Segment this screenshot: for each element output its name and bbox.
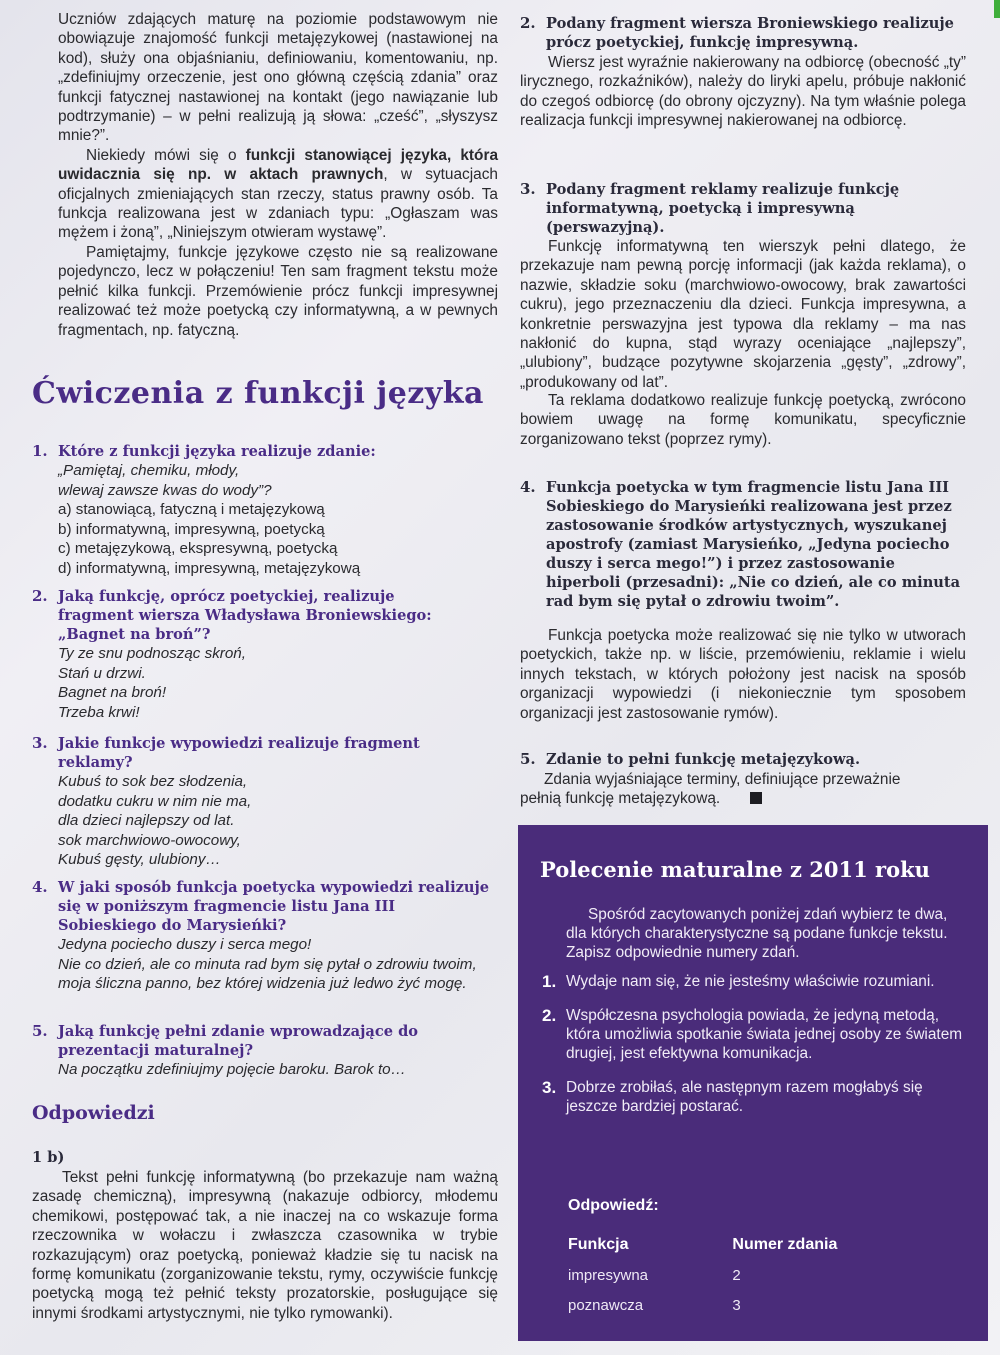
answers-title: Odpowiedzi [32, 1102, 155, 1124]
corner-accent [994, 0, 1000, 18]
table-row [568, 1260, 948, 1290]
question-number: 1. [32, 442, 48, 460]
answer-5-text [520, 770, 920, 809]
column-header-number: Numer zdania [732, 1236, 838, 1253]
quote-line: dla dzieci najlepszy od lat. [58, 812, 235, 830]
quote-line: Ty ze snu podnosząc skroń, [58, 645, 246, 662]
exam-sentence-list [542, 972, 972, 1130]
answer-title: Funkcja poetycka w tym fragmencie listu Jana III Sobieskiego do Marysieńki realizowana jest przez zastosowanie środków artystycznych, wyszukanej apostrofy (zamiast Marysieńko, „Jedyna pociecho duszy i serca mego!”) i przez zastosowanie hiperboli (przesadni): „Nie co dzień, ale co minuta rad bym się pytał o zdrowiu twoim”. [546, 479, 961, 610]
quote-line: Trzeba krwi! [58, 703, 140, 721]
answer-5-text-content: Zdania wyjaśniające terminy, definiujące przeważnie pełnią funkcję metajęzykową. [520, 771, 901, 808]
intro-p2-b: , w sytuacjach oficjalnych zmieniających stan rzeczy, status prawny osób. Ta funkcja realizowana jest w zdaniach typu: „Ogłaszam was mężem i żoną”, „Niniejszym otwieram wystawę”. [58, 166, 498, 242]
answer-5 [520, 750, 968, 769]
quote-line: Na początku zdefiniujmy pojęcie baroku. Barok to… [58, 1061, 406, 1078]
intro-paragraph-1: Uczniów zdających maturę na poziomie podstawowym nie obowiązuje znajomość funkcji metajęzykowej (nastawionej na kod), służy ona objaśnianiu, definiowaniu, komentowaniu, np. „zdefiniujmy orzeczenie, jest ono główną częścią zdania” oraz funkcji fatycznej nastawionej na kontakt (jego nawiązanie lub podtrzymanie) – w pełni realizują ją słowa: „cześć”, „słyszysz mnie?”. [58, 11, 498, 145]
quote-line: sok marchwiowo-owocowy, [58, 831, 241, 849]
quote-line: Jedyna pociecho duszy i serca mego! [58, 936, 312, 953]
question-1 [32, 442, 498, 579]
exam-task-intro: Spośród zacytowanych poniżej zdań wybierz te dwa, dla których charakterystyczne są podane funkcje tekstu. Zapisz odpowiednie numery zdań. [566, 906, 948, 962]
intro-p2-bold: funkcji stanowiącej języka, która uwidacznia się np. w aktach prawnych [58, 146, 499, 184]
question-5 [32, 1022, 472, 1080]
exam-task-box [518, 825, 988, 1341]
question-title: Które z funkcji języka realizuje zdanie: [58, 443, 376, 460]
option-c: c) metajęzykową, ekspresywną, poetycką [58, 540, 338, 558]
exam-answer-label: Odpowiedź: [568, 1197, 659, 1214]
exam-sentence [542, 1006, 972, 1064]
sentence-text: Dobrze zrobiłaś, ale następnym razem mogłabyś się jeszcze bardziej postarać. [566, 1078, 923, 1115]
quote-line: Bagnet na broń! [58, 684, 167, 702]
question-4 [32, 878, 498, 994]
answer-3 [520, 180, 968, 237]
table-row [568, 1290, 948, 1320]
answer-1-label: 1 b) [32, 1149, 65, 1166]
exam-sentence [542, 972, 972, 992]
cell-number: 3 [732, 1296, 741, 1314]
quote-line: Stań u drzwi. [58, 664, 146, 682]
answer-number: 2. [520, 14, 536, 32]
question-title: Jaką funkcję, oprócz poetyckiej, realizuje fragment wiersza Władysława Broniewskiego: „Bagnet na broń”? [58, 588, 432, 643]
intro-p2-a: Niekiedy mówi się o [86, 146, 246, 164]
intro-paragraph-2 [58, 146, 498, 243]
exam-task-title: Polecenie maturalne z 2011 roku [540, 857, 930, 882]
quote-line: Kubuś gęsty, ulubiony… [58, 851, 221, 869]
option-d: d) informatywną, impresywną, metajęzykową [58, 559, 361, 577]
option-a: a) stanowiącą, fatyczną i metajęzykową [58, 501, 325, 519]
quote-line: dodatku cukru w nim nie ma, [58, 792, 252, 810]
end-of-article-mark [750, 792, 762, 804]
quote-line: wlewaj zawsze kwas do wody”? [58, 481, 272, 499]
option-b: b) informatywną, impresywną, poetycką [58, 520, 325, 538]
question-title: Jaką funkcję pełni zdanie wprowadzające do prezentacji maturalnej? [58, 1023, 419, 1059]
column-header-function: Funkcja [568, 1236, 629, 1253]
question-number: 2. [32, 587, 48, 605]
sentence-number: 2. [542, 1006, 557, 1025]
cell-function: poznawcza [568, 1296, 644, 1314]
table-header-row [568, 1230, 948, 1260]
exam-answer-table [568, 1230, 948, 1320]
exam-sentence [542, 1078, 972, 1116]
quote-line: „Pamiętaj, chemiku, młody, [58, 462, 240, 479]
intro-section [58, 10, 498, 340]
question-number: 3. [32, 734, 48, 752]
answer-4-text: Funkcja poetycka może realizować się nie tylko w utworach poetyckich, także np. w liście, przemówieniu, reklamie i wielu innych tekstach, w których położony jest nacisk na sposób organizacji wypowiedzi (i niekoniecznie tym sposobem organizacji jest zastosowanie rymów). [520, 627, 966, 722]
question-2 [32, 587, 472, 722]
answer-title: Zdanie to pełni funkcję metajęzykową. [546, 751, 861, 768]
exercises-title: Ćwiczenia z funkcji języka [32, 376, 484, 411]
answer-title: Podany fragment wiersza Broniewskiego realizuje prócz poetyckiej, funkcję impresywną. [546, 15, 954, 51]
quote-line: Kubuś to sok bez słodzenia, [58, 773, 248, 790]
cell-number: 2 [732, 1266, 741, 1284]
question-title: Jakie funkcje wypowiedzi realizuje fragment reklamy? [58, 735, 420, 771]
answer-2-text: Wiersz jest wyraźnie nakierowany na odbiorcę (obecność „ty” lirycznego, rozkaźników), należy do liryki apelu, próbuje nakłonić do czegoś odbiorcę (do obrony ojczyzny). Na tym właśnie polega realizacja funkcji impresywnej nakierowanej na odbiorcę. [520, 54, 966, 130]
answer-title: Podany fragment reklamy realizuje funkcję informatywną, poetycką i impresywną (perswazyjną). [546, 181, 900, 236]
answer-2 [520, 14, 968, 52]
answer-1-text: Tekst pełni funkcję informatywną (bo przekazuje nam ważną zasadę chemiczną), impresywną (nakazuje odbiorcy, młodemu chemikowi, postępować tak, a nie inaczej na co wskazuje forma rzeczownika w wołaczu i zwłaszcza czasownika w trybie rozkazującym) oraz poetycką, ponieważ kładzie się tu nacisk na formę komunikatu (zorganizowanie tekstu, rymy, oczywiście funkcję poetycką mogą też pełnić teksty prozatorskie, posługujące się innymi środkami artystycznymi, nie tylko rymowanki). [32, 1169, 498, 1322]
sentence-text: Wydaje nam się, że nie jesteśmy właściwie rozumiani. [566, 973, 935, 990]
quote-line: Nie co dzień, ale co minuta rad bym się pytał o zdrowiu twoim, moja śliczna panno, bez której widzenia już ledwo żyć mogę. [58, 955, 477, 993]
answer-number: 4. [520, 478, 536, 496]
answer-number: 5. [520, 750, 536, 768]
intro-paragraph-3: Pamiętajmy, funkcje językowe często nie są realizowane pojedynczo, lecz w połączeniu! Ten sam fragment tekstu może pełnić kilka funkcji. Przemówienie prócz funkcji impresywnej realizować też może poetycką czy informatywną, a w pewnych fragmentach, np. fatyczną. [58, 243, 498, 339]
cell-function: impresywna [568, 1266, 649, 1284]
answer-3-text-2: Ta reklama dodatkowo realizuje funkcję poetycką, zwrócono bowiem uwagę na formę komunikatu, specyficznie zorganizowano tekst (poprzez rymy). [520, 392, 966, 448]
answer-3-text: Funkcję informatywną ten wierszyk pełni dlatego, że przekazuje nam pewną porcję informacji (jak każda reklama), o nazwie, składzie soku (marchwiowo-owocowy, brak zawartości cukru), jego przeznaczeniu dla dzieci. Funkcja impresywna, a konkretnie perswazyjna jest typowa dla reklamy – ma nas nakłonić do kupna, stąd wyrazy oceniające „najlepszy”, „ulubiony”, budzące pozytywne skojarzenia „gęsty”, „zdrowy”, „produkowany od lat”. [520, 238, 966, 391]
sentence-text: Współczesna psychologia powiada, że jedyną metodą, która umożliwia spotkanie świata jednej osoby ze światem drugiej, jest efektywna komunikacja. [566, 1007, 963, 1063]
answer-number: 3. [520, 180, 536, 198]
question-number: 4. [32, 878, 48, 896]
question-title: W jaki sposób funkcja poetycka wypowiedzi realizuje się w poniższym fragmencie listu Jana III Sobieskiego do Marysieńki? [58, 879, 490, 934]
question-number: 5. [32, 1022, 48, 1040]
answer-4 [520, 478, 968, 611]
sentence-number: 1. [542, 972, 557, 991]
question-3 [32, 734, 472, 870]
sentence-number: 3. [542, 1077, 557, 1097]
